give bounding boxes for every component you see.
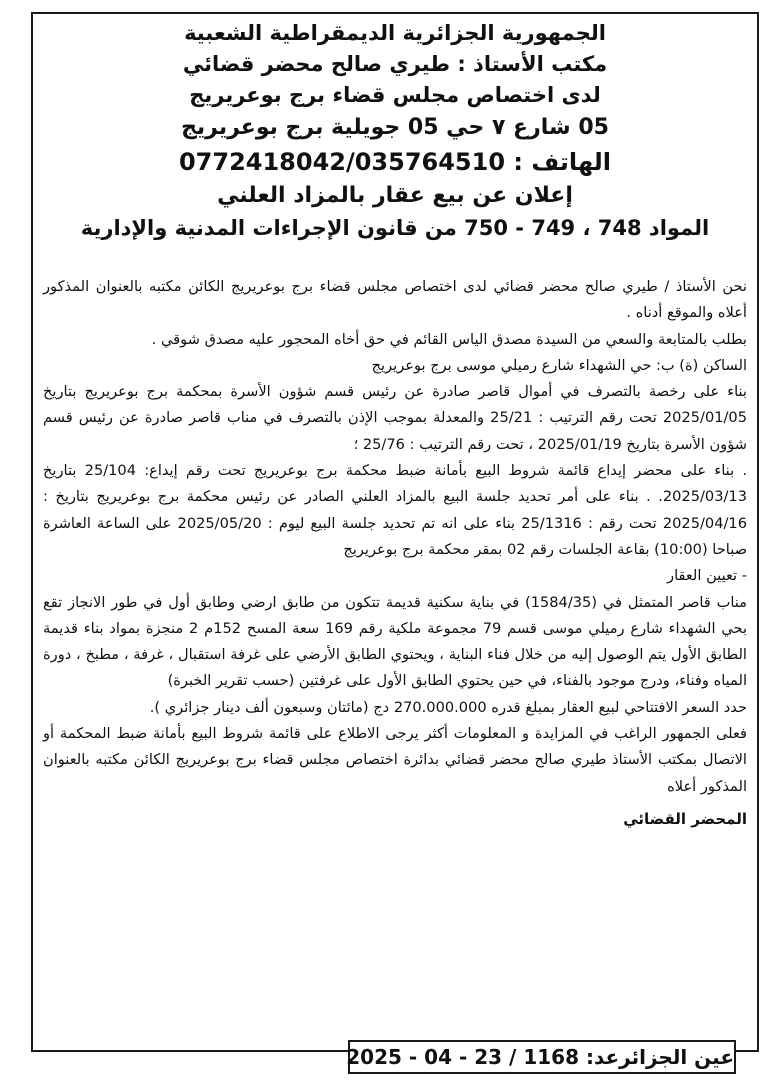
paragraph-requester: بطلب بالمتابعة والسعي من السيدة مصدق الياس القائم في حق أخاه المحجور عليه مصدق شوقي . (151, 330, 747, 348)
office-phone: الهاتف : 0772418042/035764510 (178, 148, 612, 176)
legal-articles-line: المواد 748 ، 749 - 750 من قانون الإجراءات المدنية والإدارية (80, 216, 710, 240)
paragraph-authorization: بناء على رخصة بالتصرف في أموال قاصر صادرة عن رئيس قسم شؤون الأسرة بمحكمة برج بوعريريج بتاريخ 2025/01/05 تحت رقم الترتيب : 25/21 والمعدلة بموجب الإذن بالتصرف في مناب قاصر صادرة عن رئيس قسم شؤون الأسرة بتاريخ 2025/01/19 ، تحت رقم الترتيب : 25/76 ؛ (43, 383, 748, 453)
notice-title: إعلان عن بيع عقار بالمزاد العلني (217, 183, 573, 208)
publication-reference: عين الجزائرعد: 1168 / 23 - 04 - 2025 (348, 1040, 736, 1074)
paragraph-property-description: مناب قاصر المتمثل في (1584/35) في بناية سكنية قديمة تتكون من طابق ارضي وطابق أول في طور الانجاز تقع بحي الشهداء شارع رميلي موسى قسم 79 مجموعة ملكية رقم 169 سعة المسح 152م 2 منجزة بمواد بناء قديمة الطابق الأول يتم الوصول إليه من خلال فناء البناية ، ويحتوي الطابق الأرضي على غرفة استقبال ، غرفة ، مطبخ ، دورة المياه وفناء، ودرج موجود بالفناء، في حين يحتوي الطابق الأول على غرفتين (حسب تقرير الخبرة) (43, 593, 747, 690)
notice-body (33, 244, 757, 832)
republic-title: الجمهورية الجزائرية الديمقراطية الشعبية (184, 21, 606, 45)
paragraph-property-heading: - تعيين العقار (667, 567, 747, 585)
paragraph-residence: الساكن (ة) ب: حي الشهداء شارع رميلي موسى برج بوعريريج (371, 356, 747, 374)
office-name: مكتب الأستاذ : طيري صالح محضر قضائي (182, 52, 608, 76)
paragraph-sale-session: . بناء على محضر إيداع قائمة شروط البيع بأمانة ضبط محكمة برج بوعريريج تحت رقم إيداع: 25/104 بتاريخ 2025/03/13. . بناء على أمر تحديد جلسة البيع بالمزاد العلني الصادر عن رئيس محكمة برج بوعريريج بتاريخ : 2025/04/16 تحت رقم : 25/1316 بناء على انه تم تحديد جلسة البيع ليوم : 2025/05/20 على الساعة العاشرة صباحا (10:00) بقاعة الجلسات رقم 02 بمقر محكمة برج بوعريريج (43, 462, 747, 558)
jurisdiction-line: لدى اختصاص مجلس قضاء برج بوعريريج (189, 83, 601, 107)
paragraph-public-info: فعلى الجمهور الراغب في المزايدة و المعلومات أكثر يرجى الاطلاع على قائمة شروط البيع بأمانة ضبط المحكمة أو الاتصال بمكتب الأستاذ طيري صالح محضر قضائي بدائرة اختصاص مجلس قضاء برج بوعريريج الكائن مكتبه بالعنوان المذكور أعلاه (43, 725, 747, 795)
paragraph-opening-price: حدد السعر الافتتاحي لبيع العقار بمبلغ قدره 270.000.000 دج (مائتان وسبعون ألف دينار جزائري ). (149, 698, 747, 716)
office-address: 05 شارع ٧ حي 05 جويلية برج بوعريريج (181, 115, 609, 140)
notice-header (33, 14, 757, 244)
paragraph-bailiff-intro: نحن الأستاذ / طيري صالح محضر قضائي لدى اختصاص مجلس قضاء برج بوعريريج الكائن مكتبه بالعنوان المذكور أعلاه والموقع أدناه . (43, 278, 747, 322)
legal-notice-frame (31, 12, 759, 1052)
signature-line: المحضر القضائي (623, 809, 747, 828)
